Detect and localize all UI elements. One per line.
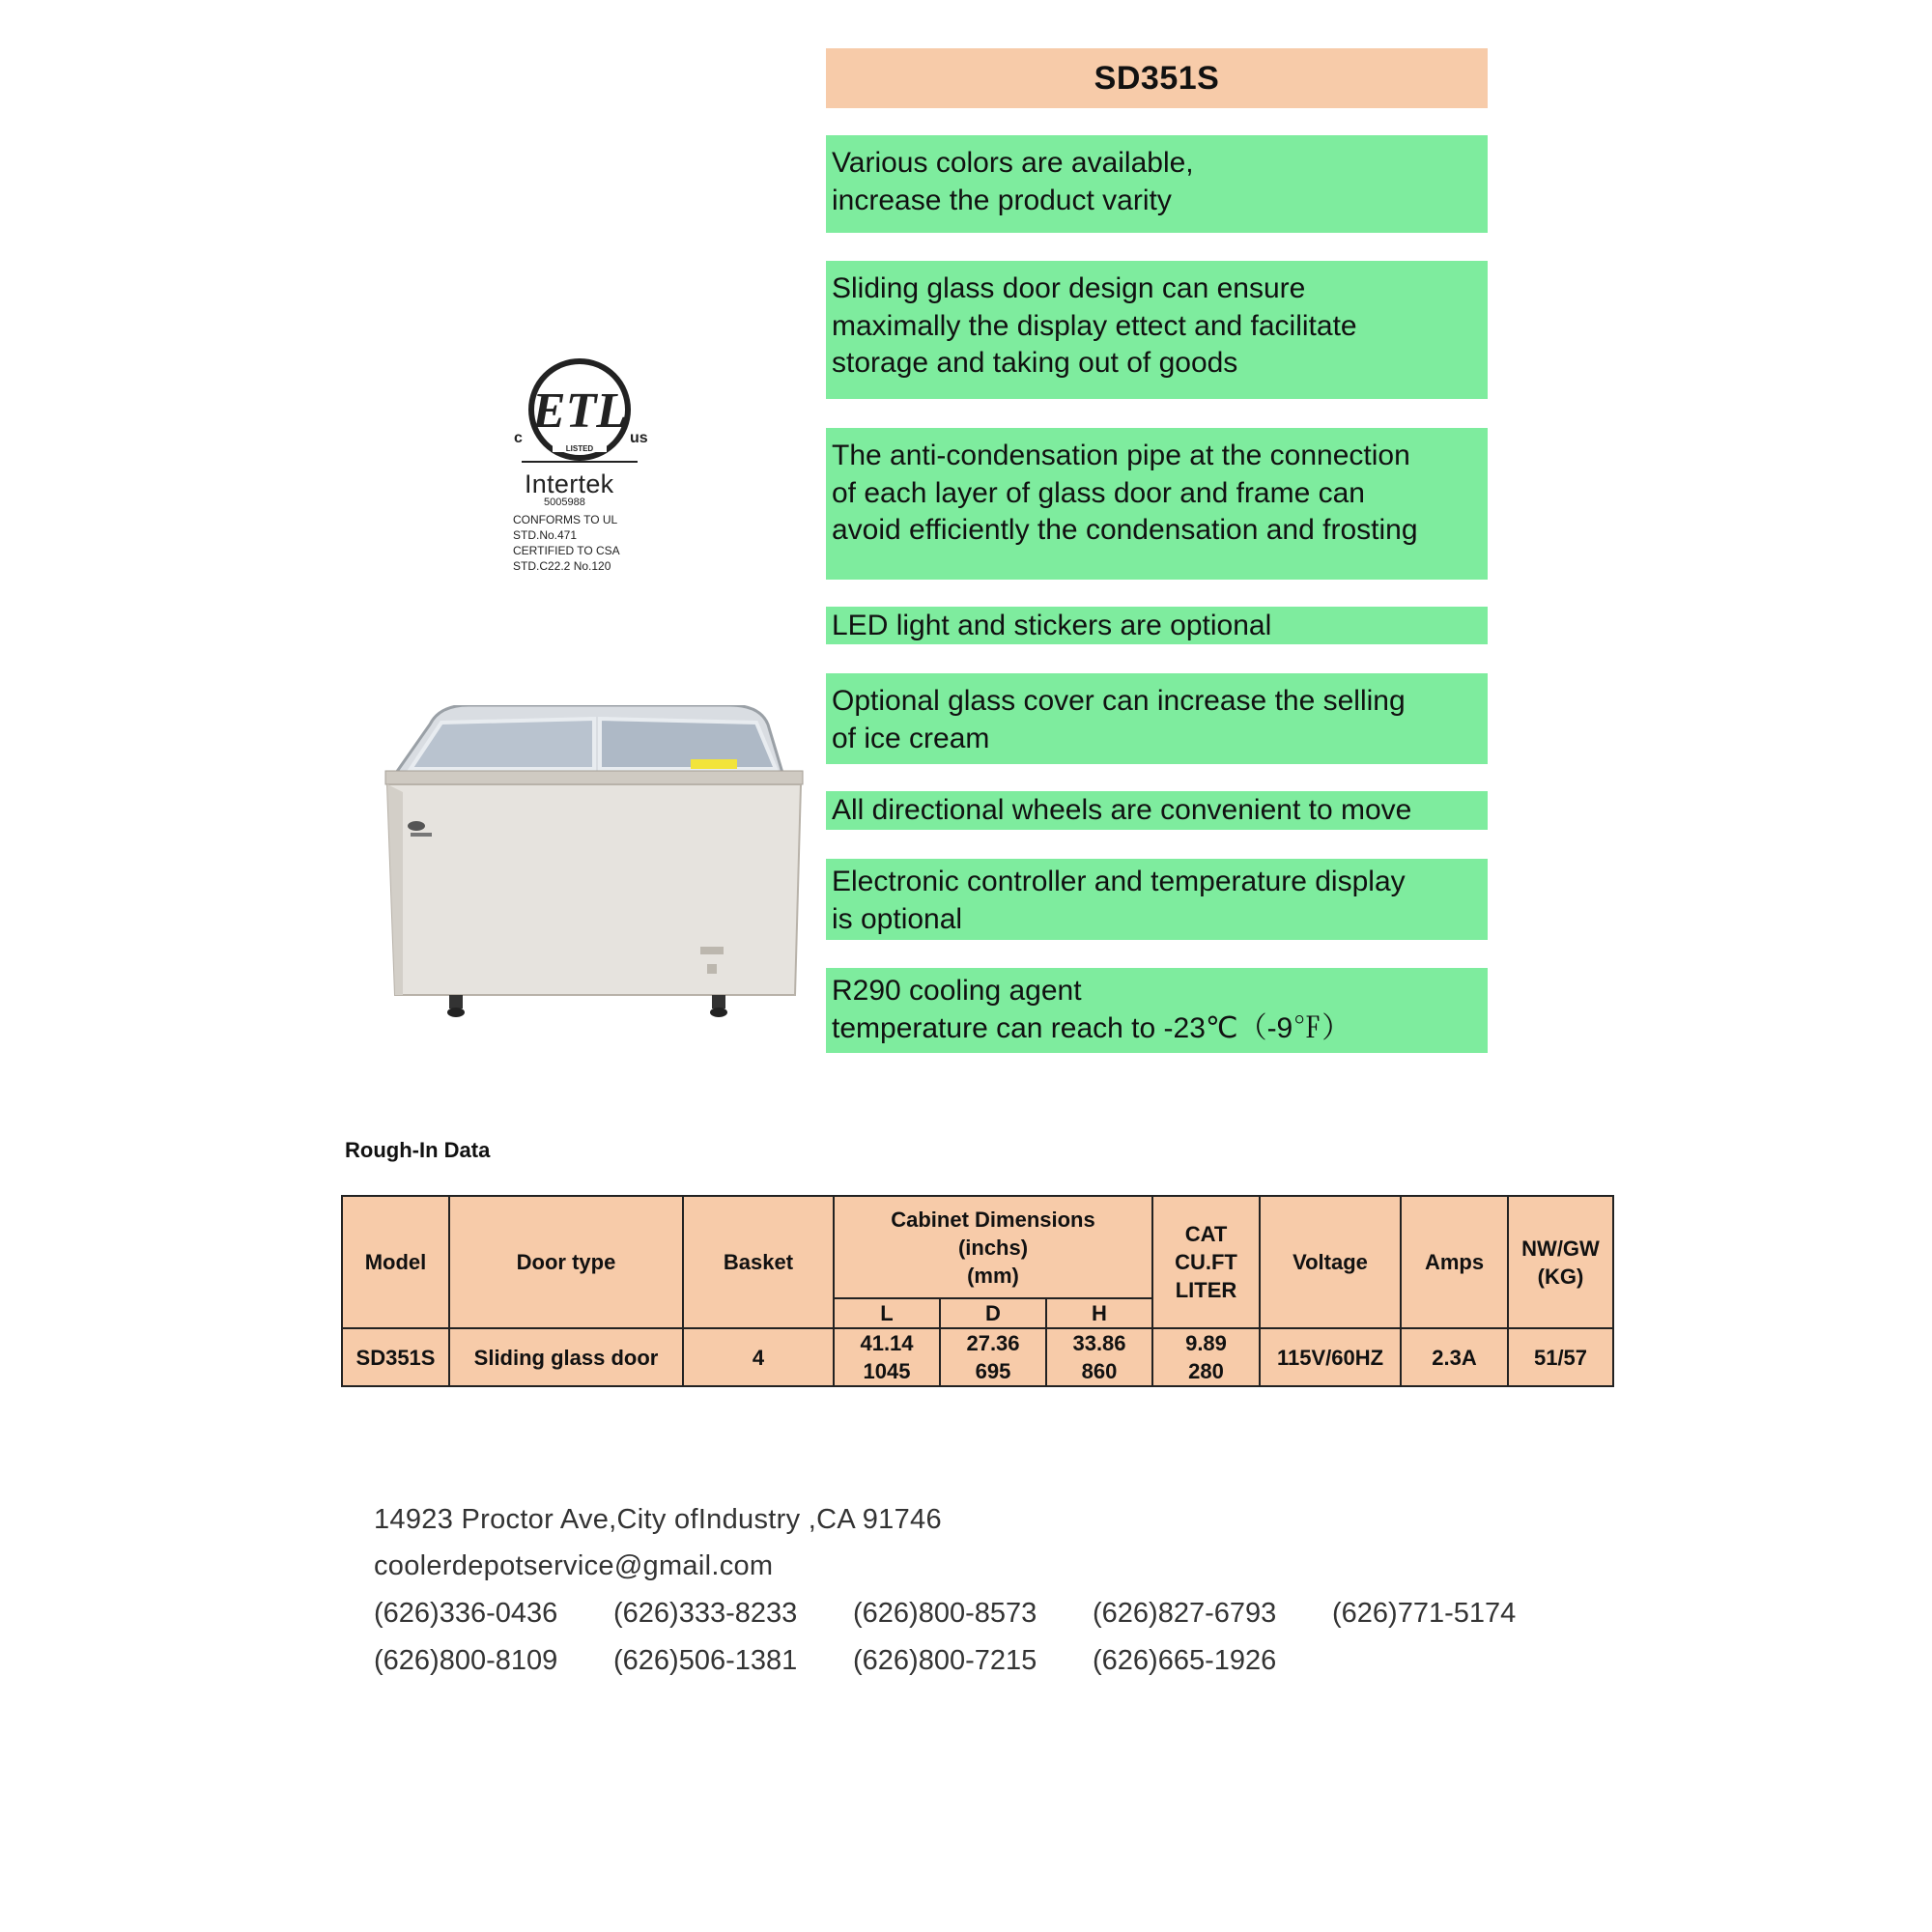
freezer-product-image [382,705,807,1024]
header-h: H [1046,1298,1152,1328]
cell-d: 27.36 695 [940,1328,1046,1386]
model-header: SD351S [826,48,1488,108]
feature-glass-cover: Optional glass cover can increase the selling of ice cream [826,673,1488,764]
rough-in-title: Rough-In Data [345,1138,491,1162]
feature-led-light: LED light and stickers are optional [826,607,1488,644]
table-header-row [342,1196,1613,1298]
cell-model: SD351S [342,1328,449,1386]
header-l: L [834,1298,940,1328]
cell-cat: 9.89 280 [1152,1328,1260,1386]
phone-number[interactable]: (626)665-1926 [1093,1645,1277,1676]
feature-cooling-agent: R290 cooling agent temperature can reach to -23℃（-9℉） [826,968,1488,1053]
rough-in-table [341,1195,1614,1387]
feature-wheels: All directional wheels are convenient to move [826,791,1488,830]
phone-number[interactable]: (626)800-7215 [853,1645,1037,1676]
address: 14923 Proctor Ave,City ofIndustry ,CA 91746 [374,1504,942,1535]
intertek-brand: Intertek [525,469,614,498]
cell-voltage: 115V/60HZ [1260,1328,1401,1386]
cell-door-type: Sliding glass door [449,1328,683,1386]
feature-anti-condensation: The anti-condensation pipe at the connection of each layer of glass door and frame can avoid efficiently the condensation and frosting [826,428,1488,580]
etl-mark-text: ETL [531,384,628,439]
cell-l: 41.14 1045 [834,1328,940,1386]
email[interactable]: coolerdepotservice@gmail.com [374,1550,774,1581]
cell-amps: 2.3A [1401,1328,1508,1386]
feature-sliding-door: Sliding glass door design can ensure maximally the display ettect and facilitate storage and taking out of goods [826,261,1488,399]
header-basket: Basket [683,1196,834,1328]
feature-controller: Electronic controller and temperature display is optional [826,859,1488,940]
phone-number[interactable]: (626)336-0436 [374,1598,558,1629]
table-row [342,1328,1613,1386]
intertek-number: 5005988 [544,497,585,508]
phone-row-1 [374,1598,1572,1630]
header-cabinet-dimensions: Cabinet Dimensions (inchs) (mm) [834,1196,1152,1298]
header-voltage: Voltage [1260,1196,1401,1328]
cell-basket: 4 [683,1328,834,1386]
phone-number[interactable]: (626)800-8109 [374,1645,558,1676]
etl-c-text: c [514,430,523,446]
phone-number[interactable]: (626)827-6793 [1093,1598,1277,1629]
header-nwgw: NW/GW (KG) [1508,1196,1613,1328]
phone-number[interactable]: (626)506-1381 [613,1645,798,1676]
feature-colors: Various colors are available, increase the product varity [826,135,1488,233]
certification-text: CONFORMS TO UL STD.No.471 CERTIFIED TO CSA STD.C22.2 No.120 [513,513,620,573]
phone-number[interactable]: (626)771-5174 [1332,1598,1517,1629]
etl-listed-text: LISTED [565,444,594,453]
header-amps: Amps [1401,1196,1508,1328]
cell-h: 33.86 860 [1046,1328,1152,1386]
header-door-type: Door type [449,1196,683,1328]
cell-nwgw: 51/57 [1508,1328,1613,1386]
phone-number[interactable]: (626)333-8233 [613,1598,798,1629]
etl-us-text: us [630,430,648,446]
header-model: Model [342,1196,449,1328]
header-cat: CAT CU.FT LITER [1152,1196,1260,1328]
phone-row-2 [374,1645,1332,1677]
header-d: D [940,1298,1046,1328]
phone-number[interactable]: (626)800-8573 [853,1598,1037,1629]
